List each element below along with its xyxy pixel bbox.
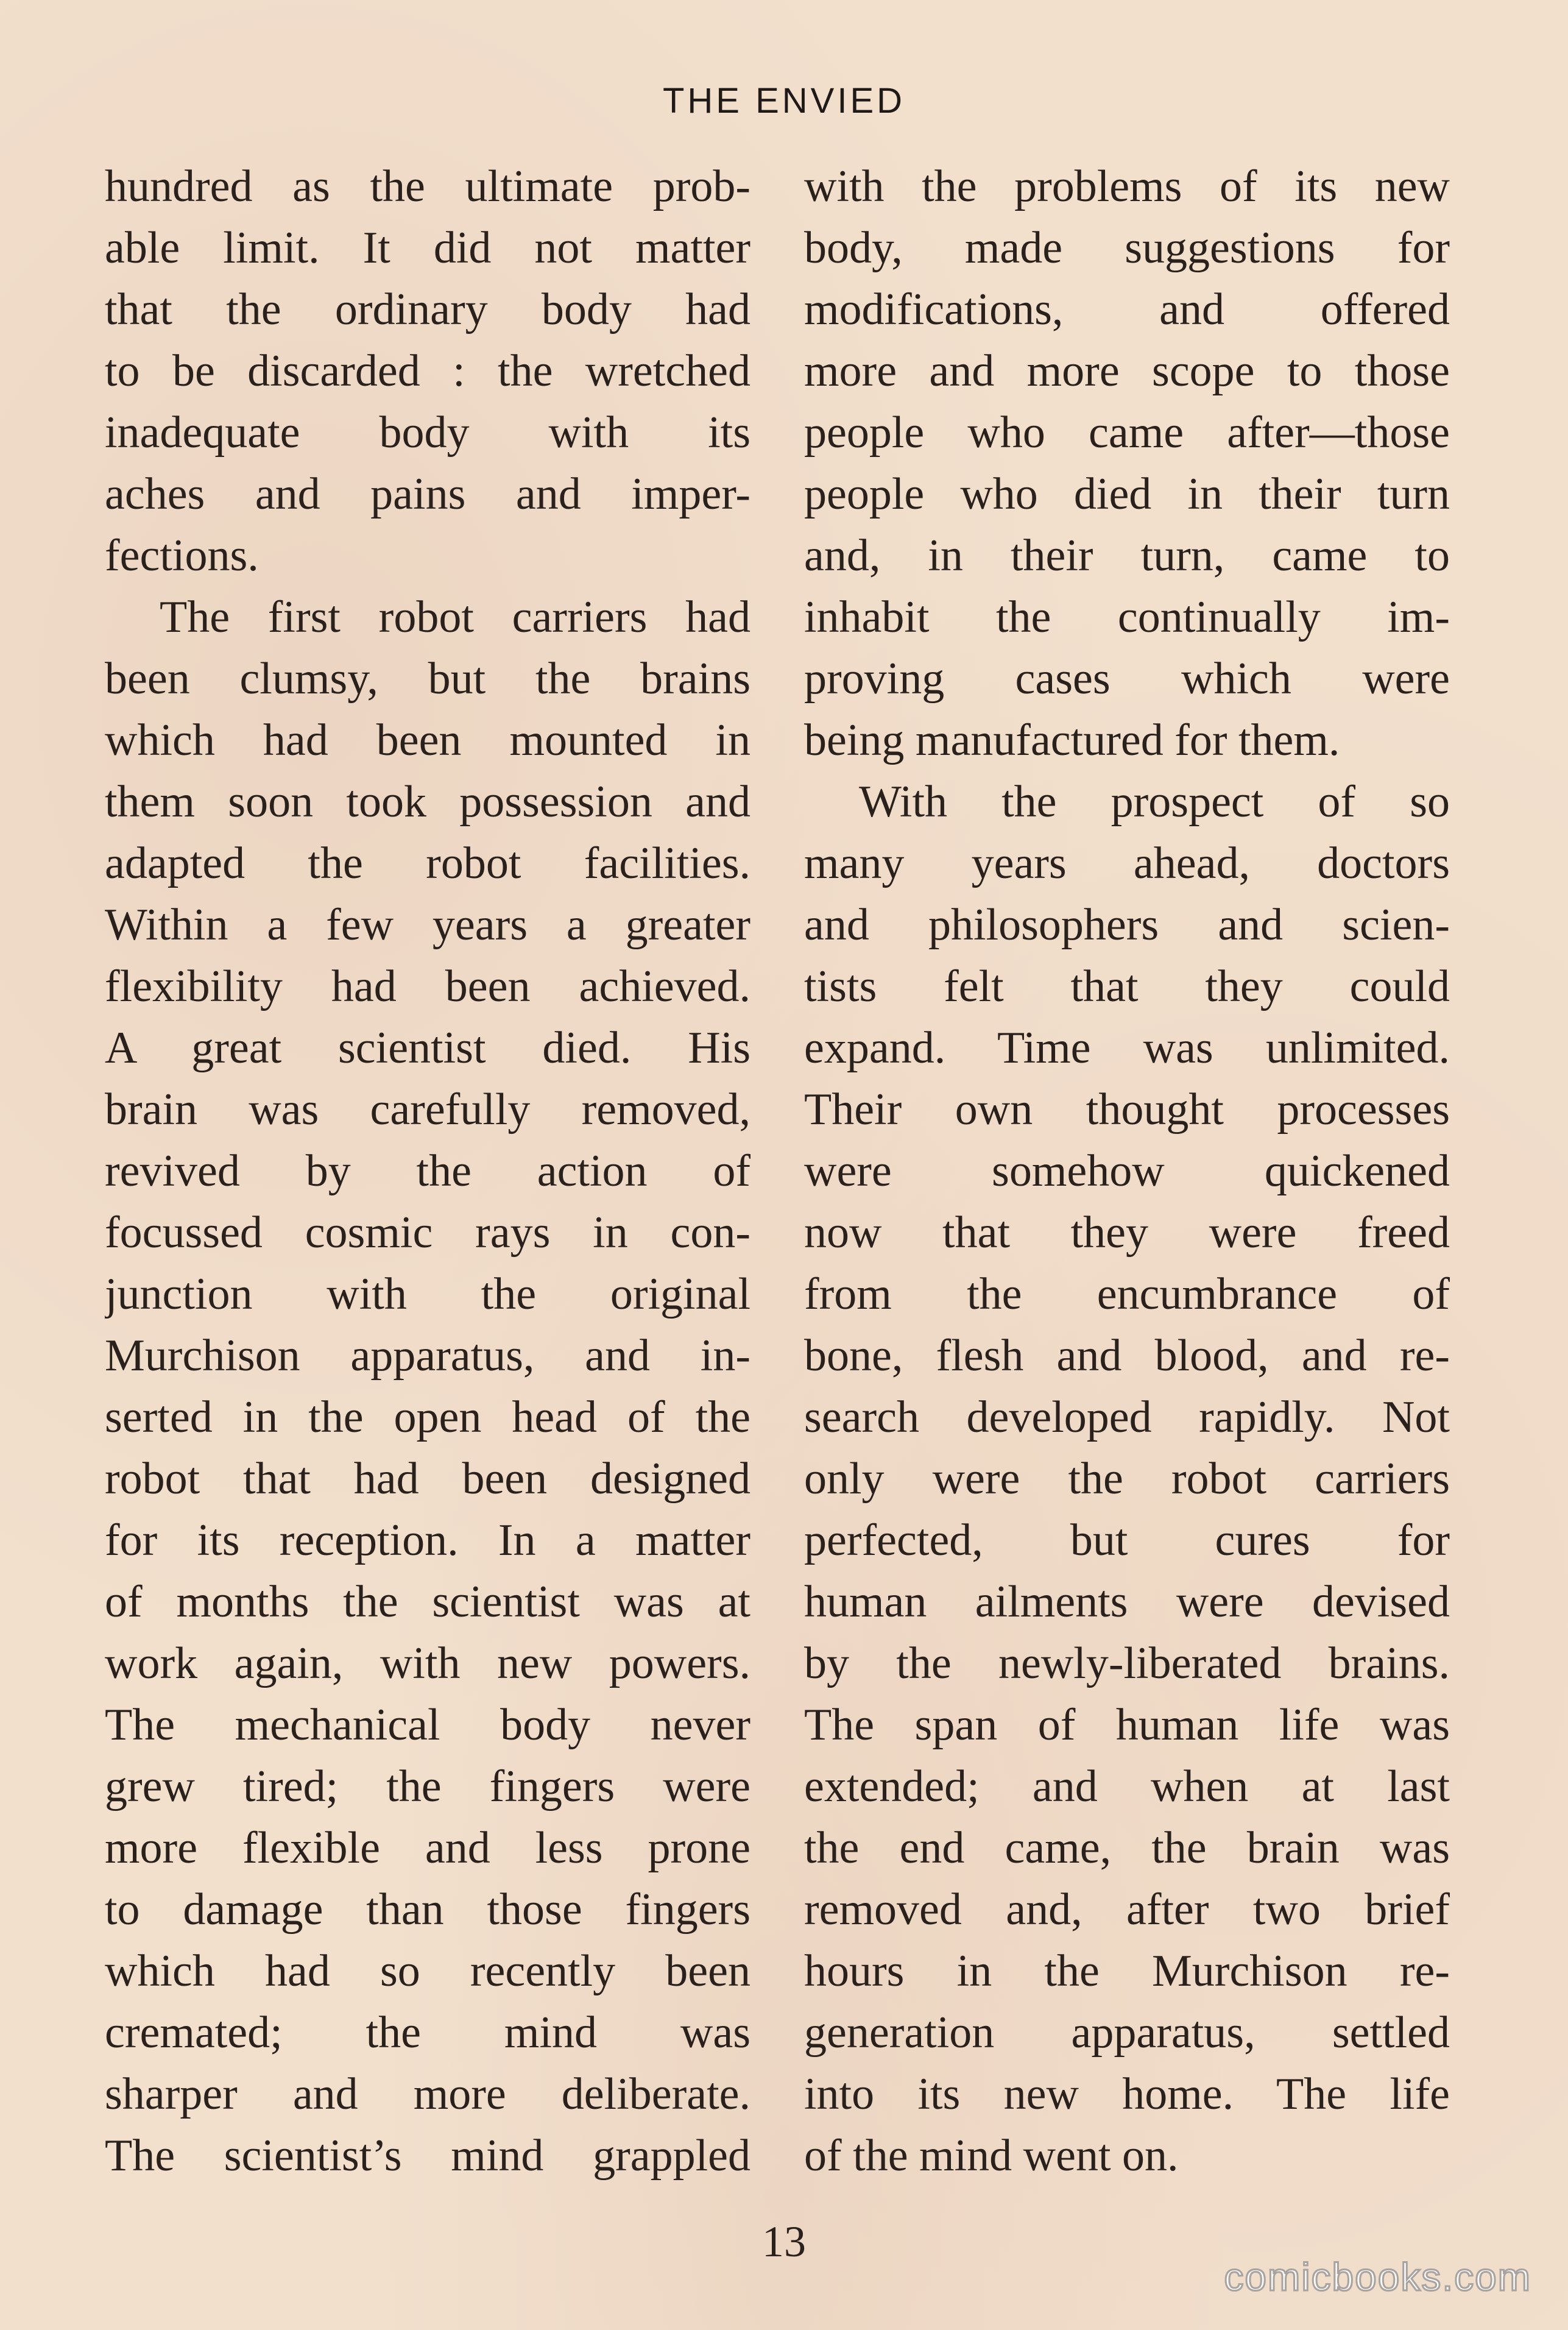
text-line: search developed rapidly. Not bbox=[804, 1392, 1450, 1442]
text-line: revived by the action of bbox=[105, 1146, 750, 1196]
text-line: The first robot carriers had bbox=[160, 592, 750, 642]
text-line: A great scientist died. His bbox=[105, 1023, 750, 1073]
text-line: people who died in their turn bbox=[804, 469, 1450, 519]
watermark-logo: comicbooks.com bbox=[1224, 2255, 1531, 2299]
text-line: were somehow quickened bbox=[804, 1146, 1450, 1196]
text-line: from the encumbrance of bbox=[804, 1269, 1450, 1319]
text-line: Murchison apparatus, and in- bbox=[105, 1331, 750, 1381]
text-line: of the mind went on. bbox=[804, 2131, 1179, 2181]
text-line: proving cases which were bbox=[804, 654, 1450, 704]
text-line: fections. bbox=[105, 531, 259, 581]
text-line: with the problems of its new bbox=[804, 161, 1450, 211]
text-line: that the ordinary body had bbox=[105, 285, 750, 335]
text-line: adapted the robot facilities. bbox=[105, 838, 750, 888]
text-line: of months the scientist was at bbox=[105, 1577, 750, 1627]
text-line: inadequate body with its bbox=[105, 408, 750, 458]
text-line: into its new home. The life bbox=[804, 2069, 1450, 2119]
text-line: by the newly-liberated brains. bbox=[804, 1638, 1450, 1688]
text-line: been clumsy, but the brains bbox=[105, 654, 750, 704]
text-line: which had so recently been bbox=[105, 1946, 750, 1996]
text-line: brain was carefully removed, bbox=[105, 1085, 750, 1135]
running-head: THE ENVIED bbox=[662, 81, 906, 121]
text-line: inhabit the continually im- bbox=[804, 592, 1450, 642]
text-line: hundred as the ultimate prob- bbox=[105, 161, 750, 211]
text-line: them soon took possession and bbox=[105, 777, 750, 827]
page-number: 13 bbox=[762, 2217, 806, 2266]
text-line: flexibility had been achieved. bbox=[105, 961, 750, 1011]
text-line: Within a few years a greater bbox=[105, 900, 750, 950]
text-line: The scientist’s mind grappled bbox=[105, 2131, 750, 2181]
text-line: many years ahead, doctors bbox=[804, 838, 1450, 888]
text-line: The span of human life was bbox=[804, 1700, 1450, 1750]
text-line: robot that had been designed bbox=[105, 1454, 750, 1504]
text-line: perfected, but cures for bbox=[804, 1515, 1450, 1565]
right-text-column bbox=[804, 156, 1450, 2187]
text-line: junction with the original bbox=[105, 1269, 750, 1319]
text-line: only were the robot carriers bbox=[804, 1454, 1450, 1504]
text-line: now that they were freed bbox=[804, 1208, 1450, 1258]
text-line: more flexible and less prone bbox=[105, 1823, 750, 1873]
text-line: and, in their turn, came to bbox=[804, 531, 1450, 581]
text-line: With the prospect of so bbox=[859, 777, 1450, 827]
text-line: to be discarded : the wretched bbox=[105, 346, 750, 396]
text-line: focussed cosmic rays in con- bbox=[105, 1208, 750, 1258]
text-line: The mechanical body never bbox=[105, 1700, 750, 1750]
text-line: human ailments were devised bbox=[804, 1577, 1450, 1627]
text-line: able limit. It did not matter bbox=[105, 223, 750, 273]
text-line: bone, flesh and blood, and re- bbox=[804, 1331, 1450, 1381]
text-line: tists felt that they could bbox=[804, 961, 1450, 1011]
text-line: expand. Time was unlimited. bbox=[804, 1023, 1450, 1073]
text-line: the end came, the brain was bbox=[804, 1823, 1450, 1873]
text-line: to damage than those fingers bbox=[105, 1885, 750, 1935]
text-line: and philosophers and scien- bbox=[804, 900, 1450, 950]
text-line: modifications, and offered bbox=[804, 285, 1450, 335]
text-line: body, made suggestions for bbox=[804, 223, 1450, 273]
text-line: being manufactured for them. bbox=[804, 715, 1340, 765]
text-line: more and more scope to those bbox=[804, 346, 1450, 396]
text-line: serted in the open head of the bbox=[105, 1392, 750, 1442]
text-line: removed and, after two brief bbox=[804, 1885, 1450, 1935]
text-line: hours in the Murchison re- bbox=[804, 1946, 1450, 1996]
text-line: people who came after—those bbox=[804, 408, 1450, 458]
text-line: aches and pains and imper- bbox=[105, 469, 750, 519]
text-line: grew tired; the fingers were bbox=[105, 1762, 750, 1811]
text-line: for its reception. In a matter bbox=[105, 1515, 750, 1565]
left-text-column bbox=[105, 156, 750, 2187]
text-line: which had been mounted in bbox=[105, 715, 750, 765]
text-line: sharper and more deliberate. bbox=[105, 2069, 750, 2119]
text-line: cremated; the mind was bbox=[105, 2008, 750, 2058]
text-line: Their own thought processes bbox=[804, 1085, 1450, 1135]
text-line: work again, with new powers. bbox=[105, 1638, 750, 1688]
text-line: generation apparatus, settled bbox=[804, 2008, 1450, 2058]
text-line: extended; and when at last bbox=[804, 1762, 1450, 1811]
